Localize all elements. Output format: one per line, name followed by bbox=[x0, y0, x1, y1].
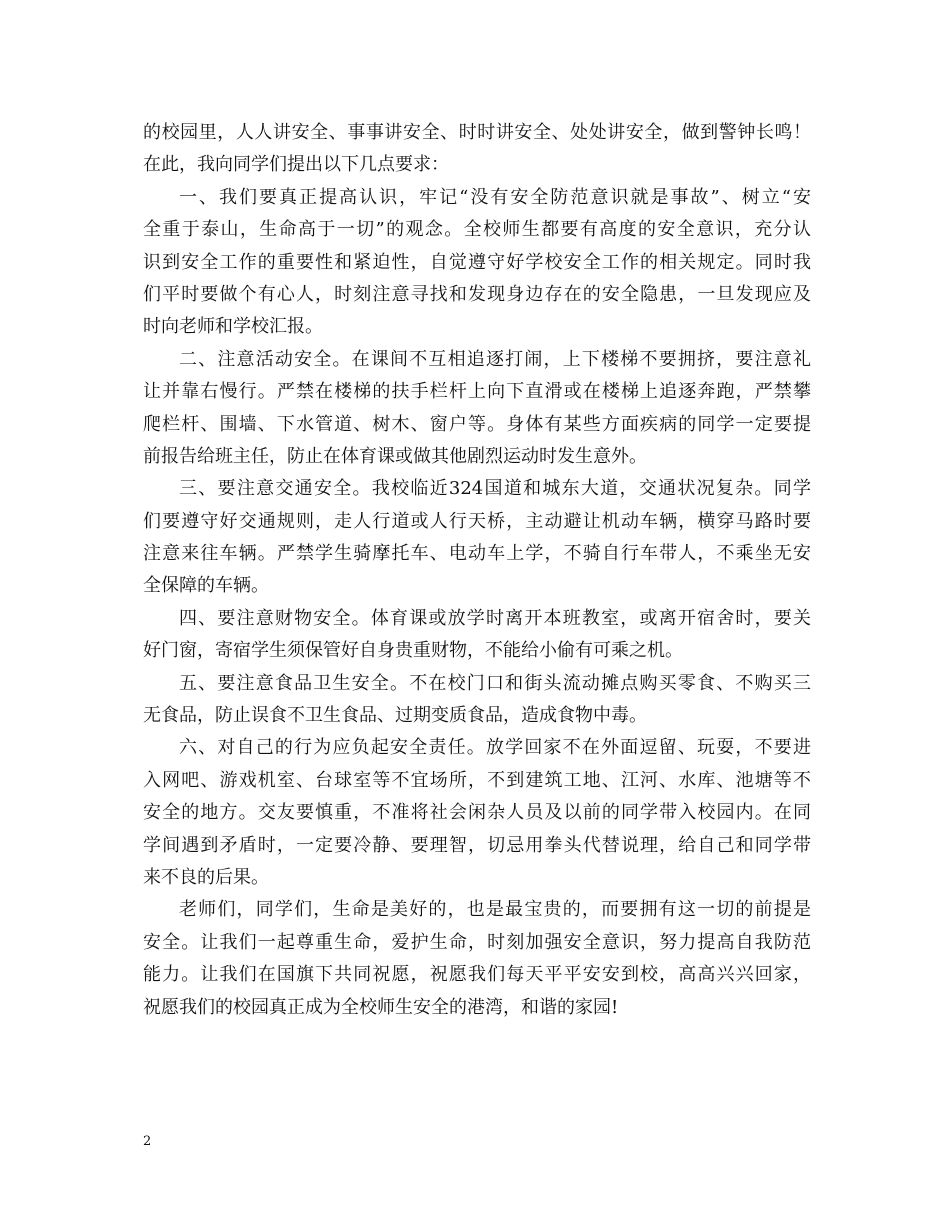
text-line: 前报告给班主任，防止在体育课或做其他剧烈运动时发生意外。 bbox=[143, 445, 647, 467]
text-line: 安全。让我们一起尊重生命，爱护生命，时刻加强安全意识，努力提高自我防范 bbox=[143, 931, 811, 953]
paragraph-first-line: 二、注意活动安全。在课间不互相追逐打闹，上下楼梯不要拥挤，要注意礼 bbox=[179, 348, 811, 370]
text-line: 安全的地方。交友要慎重，不准将社会闲杂人员及以前的同学带入校园内。在同 bbox=[143, 802, 811, 824]
paragraph-first-line: 三、要注意交通安全。我校临近324国道和城东大道，交通状况复杂。同学 bbox=[179, 478, 811, 500]
text-line: 学间遇到矛盾时，一定要冷静、要理智，切忌用拳头代替说理，给自己和同学带 bbox=[143, 834, 811, 856]
text-line: 的校园里，人人讲安全、事事讲安全、时时讲安全、处处讲安全，做到警钟长鸣！ bbox=[143, 122, 811, 143]
text-line: 注意来往车辆。严禁学生骑摩托车、电动车上学，不骑自行车带人，不乘坐无安 bbox=[143, 543, 811, 565]
text-line: 全保障的车辆。 bbox=[143, 575, 269, 597]
text-line: 爬栏杆、围墙、下水管道、树木、窗户等。身体有某些方面疾病的同学一定要提 bbox=[143, 413, 811, 435]
paragraph-first-line: 一、我们要真正提高认识，牢记“没有安全防范意识就是事故”、树立“安 bbox=[179, 186, 811, 208]
text-line: 能力。让我们在国旗下共同祝愿，祝愿我们每天平平安安到校，高高兴兴回家， bbox=[143, 964, 811, 986]
text-line: 在此，我向同学们提出以下几点要求： bbox=[143, 154, 449, 176]
text-line: 来不良的后果。 bbox=[143, 866, 269, 888]
paragraph-first-line: 六、对自己的行为应负起安全责任。放学回家不在外面逗留、玩耍，不要进 bbox=[179, 737, 811, 759]
text-line: 们平时要做个有心人，时刻注意寻找和发现身边存在的安全隐患，一旦发现应及 bbox=[143, 283, 811, 305]
text-line: 祝愿我们的校园真正成为全校师生安全的港湾，和谐的家园! bbox=[143, 996, 619, 1018]
text-line: 们要遵守好交通规则，走人行道或人行天桥，主动避让机动车辆，横穿马路时要 bbox=[143, 510, 811, 532]
document-body bbox=[143, 117, 811, 1024]
paragraph-first-line: 四、要注意财物安全。体育课或放学时离开本班教室，或离开宿舍时，要关 bbox=[179, 607, 811, 629]
page-number: 2 bbox=[143, 1134, 152, 1149]
paragraph-first-line: 老师们，同学们，生命是美好的，也是最宝贵的，而要拥有这一切的前提是 bbox=[179, 899, 811, 921]
text-line: 好门窗，寄宿学生须保管好自身贵重财物，不能给小偷有可乘之机。 bbox=[143, 640, 683, 662]
text-line: 无食品，防止误食不卫生食品、过期变质食品，造成食物中毒。 bbox=[143, 705, 647, 727]
text-line: 识到安全工作的重要性和紧迫性，自觉遵守好学校安全工作的相关规定。同时我 bbox=[143, 251, 811, 273]
paragraph-first-line: 五、要注意食品卫生安全。不在校门口和街头流动摊点购买零食、不购买三 bbox=[179, 672, 811, 694]
text-line: 时向老师和学校汇报。 bbox=[143, 316, 323, 338]
text-line: 全重于泰山，生命高于一切”的观念。全校师生都要有高度的安全意识，充分认 bbox=[143, 219, 811, 241]
text-line: 让并靠右慢行。严禁在楼梯的扶手栏杆上向下直滑或在楼梯上追逐奔跑，严禁攀 bbox=[143, 381, 811, 403]
text-line: 入网吧、游戏机室、台球室等不宜场所，不到建筑工地、江河、水库、池塘等不 bbox=[143, 769, 811, 791]
